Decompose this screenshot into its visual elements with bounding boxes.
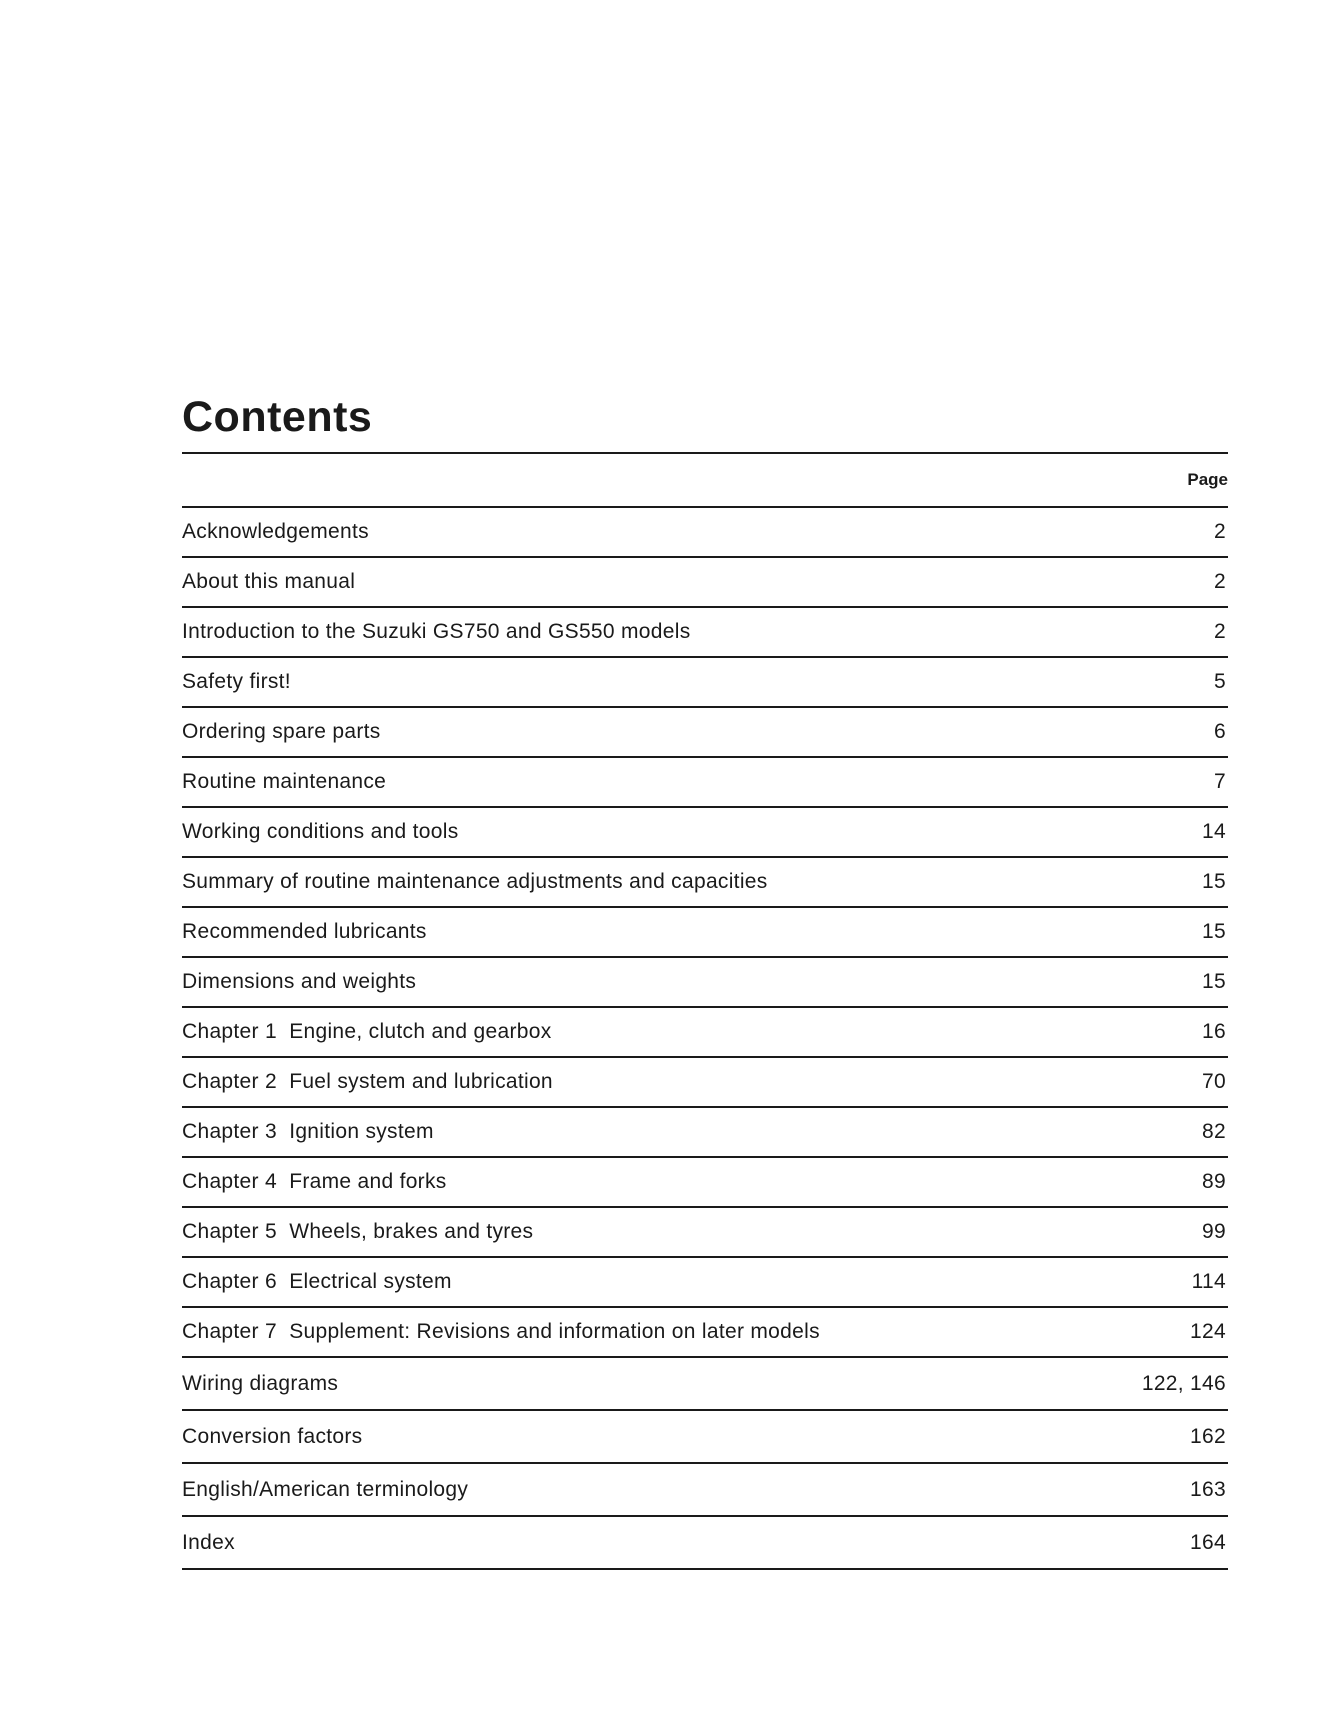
toc-entry[interactable] bbox=[182, 908, 1228, 958]
toc-entry-label: Safety first! bbox=[182, 670, 291, 693]
toc-entry-page: 15 bbox=[1202, 870, 1226, 893]
toc-entry-page: 15 bbox=[1202, 920, 1226, 943]
toc-entry-page: 5 bbox=[1214, 670, 1226, 693]
toc-entry[interactable] bbox=[182, 1517, 1228, 1570]
toc-entry-label: Summary of routine maintenance adjustments and capacities bbox=[182, 870, 768, 893]
toc-entry[interactable] bbox=[182, 1208, 1228, 1258]
toc-entry[interactable] bbox=[182, 758, 1228, 808]
toc-entry-label: Acknowledgements bbox=[182, 520, 369, 543]
toc-entry-label: Chapter 6 Electrical system bbox=[182, 1270, 452, 1293]
toc-entry-label: Chapter 4 Frame and forks bbox=[182, 1170, 447, 1193]
toc-entry-label: Chapter 1 Engine, clutch and gearbox bbox=[182, 1020, 552, 1043]
page-column-header bbox=[182, 454, 1228, 508]
page-column-label: Page bbox=[1187, 470, 1228, 489]
toc-entry-label: Chapter 7 Supplement: Revisions and information on later models bbox=[182, 1320, 820, 1343]
toc-entry-label: Recommended lubricants bbox=[182, 920, 427, 943]
toc-entry[interactable] bbox=[182, 558, 1228, 608]
toc-entry-label: Chapter 5 Wheels, brakes and tyres bbox=[182, 1220, 534, 1243]
toc-entry-page: 2 bbox=[1214, 620, 1226, 643]
toc-entry-label: Chapter 3 Ignition system bbox=[182, 1120, 434, 1143]
toc-entry-label: Ordering spare parts bbox=[182, 720, 381, 743]
toc-entry-page: 70 bbox=[1202, 1070, 1226, 1093]
toc-entry-page: 7 bbox=[1214, 770, 1226, 793]
toc-entry[interactable] bbox=[182, 608, 1228, 658]
toc-entry-page: 82 bbox=[1202, 1120, 1226, 1143]
toc-entry-label: English/American terminology bbox=[182, 1477, 469, 1501]
toc-entry-page: 163 bbox=[1190, 1477, 1226, 1501]
toc-entry[interactable] bbox=[182, 1258, 1228, 1308]
toc-entry-label: Wiring diagrams bbox=[182, 1371, 339, 1395]
toc-entry[interactable] bbox=[182, 708, 1228, 758]
toc-list bbox=[182, 508, 1228, 1570]
toc-entry[interactable] bbox=[182, 508, 1228, 558]
toc-entry-page: 122, 146 bbox=[1141, 1371, 1226, 1395]
toc-entry[interactable] bbox=[182, 1158, 1228, 1208]
toc-entry[interactable] bbox=[182, 1411, 1228, 1464]
toc-entry-label: Introduction to the Suzuki GS750 and GS550 models bbox=[182, 620, 691, 643]
toc-entry[interactable] bbox=[182, 958, 1228, 1008]
toc-entry-page: 2 bbox=[1214, 520, 1226, 543]
toc-entry-page: 6 bbox=[1214, 720, 1226, 743]
toc-entry[interactable] bbox=[182, 658, 1228, 708]
toc-entry-label: Routine maintenance bbox=[182, 770, 387, 793]
toc-entry-page: 2 bbox=[1214, 570, 1226, 593]
toc-entry-label: Chapter 2 Fuel system and lubrication bbox=[182, 1070, 553, 1093]
toc-entry[interactable] bbox=[182, 1008, 1228, 1058]
toc-entry[interactable] bbox=[182, 858, 1228, 908]
toc-entry-label: Working conditions and tools bbox=[182, 820, 459, 843]
toc-entry-label: Index bbox=[182, 1530, 235, 1554]
toc-entry-page: 114 bbox=[1191, 1270, 1226, 1293]
toc-entry[interactable] bbox=[182, 1308, 1228, 1358]
page-title: Contents bbox=[182, 393, 373, 441]
toc-entry[interactable] bbox=[182, 1108, 1228, 1158]
toc-entry-page: 14 bbox=[1202, 820, 1226, 843]
toc-entry-page: 124 bbox=[1190, 1320, 1226, 1343]
toc-entry-label: Conversion factors bbox=[182, 1424, 363, 1448]
toc-entry-page: 164 bbox=[1190, 1530, 1226, 1554]
toc-entry-label: About this manual bbox=[182, 570, 356, 593]
toc-entry[interactable] bbox=[182, 1058, 1228, 1108]
toc-entry[interactable] bbox=[182, 808, 1228, 858]
toc-entry-label: Dimensions and weights bbox=[182, 970, 417, 993]
toc-entry-page: 99 bbox=[1202, 1220, 1226, 1243]
toc-entry[interactable] bbox=[182, 1464, 1228, 1517]
toc-entry-page: 162 bbox=[1190, 1424, 1226, 1448]
toc-entry-page: 16 bbox=[1202, 1020, 1226, 1043]
toc-entry[interactable] bbox=[182, 1358, 1228, 1411]
toc-entry-page: 15 bbox=[1202, 970, 1226, 993]
toc-entry-page: 89 bbox=[1202, 1170, 1226, 1193]
contents-page bbox=[182, 392, 1228, 1570]
